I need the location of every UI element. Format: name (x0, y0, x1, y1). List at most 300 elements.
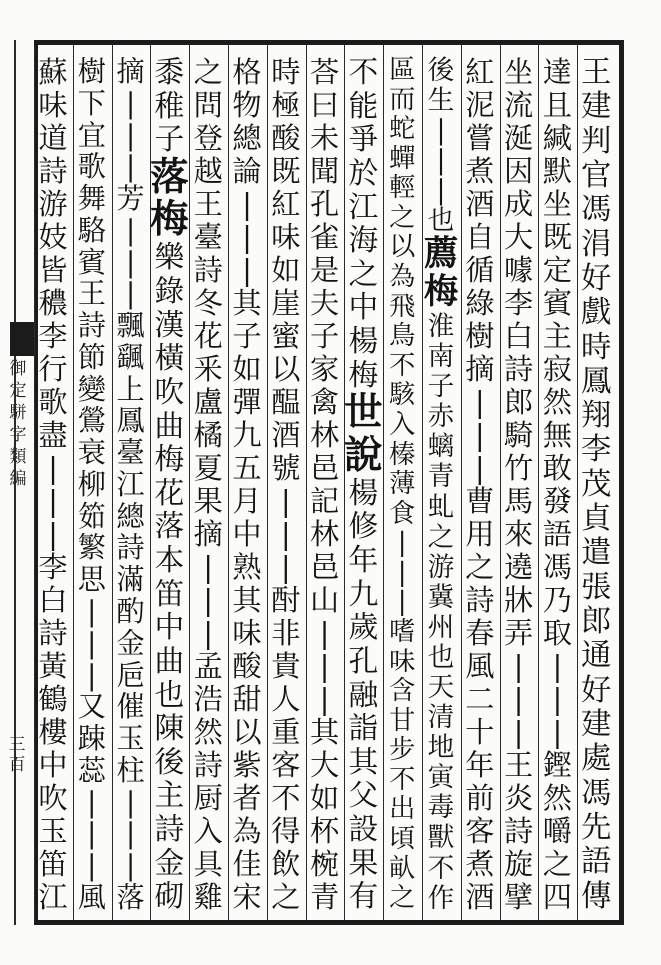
glyph: 年 (465, 748, 495, 782)
glyph: 禽 (309, 385, 340, 419)
glyph: 詩 (38, 616, 68, 650)
glyph: 黍 (154, 55, 185, 90)
glyph: 炎 (503, 781, 534, 815)
glyph: 遶 (503, 550, 534, 584)
glyph: 擘 (503, 880, 534, 914)
glyph: 玉 (116, 722, 145, 756)
glyph: 為 (389, 262, 416, 293)
glyph: 飄 (116, 309, 145, 343)
glyph: 年 (348, 543, 379, 579)
glyph: 踈 (77, 722, 106, 756)
glyph: 酒 (271, 418, 301, 452)
glyph: 酸 (232, 649, 262, 683)
glyph: 循 (465, 253, 495, 287)
glyph: 宋 (232, 880, 262, 914)
glyph: 浩 (193, 682, 223, 716)
glyph: 說 (344, 432, 383, 478)
glyph: 盡 (38, 418, 68, 452)
glyph: 入 (389, 409, 416, 440)
glyph: 笛 (154, 576, 185, 612)
gutter-glyph: 御 (9, 359, 27, 379)
glyph: 前 (465, 781, 495, 815)
glyph: | (242, 187, 252, 221)
glyph: | (87, 785, 97, 819)
glyph: 父 (348, 778, 379, 814)
glyph: 臺 (193, 220, 223, 254)
glyph: 翔 (581, 398, 612, 434)
glyph: 以 (271, 352, 301, 386)
glyph: 生 (427, 85, 455, 117)
glyph: 物 (232, 88, 262, 122)
glyph: 通 (581, 638, 612, 674)
glyph: 馮 (542, 550, 572, 584)
glyph: 十 (465, 715, 495, 749)
glyph: 竹 (503, 451, 534, 485)
glyph: 以 (389, 232, 416, 263)
gutter-glyph: 定 (9, 381, 27, 401)
glyph: 語 (581, 844, 612, 880)
glyph: 時 (271, 55, 301, 89)
glyph: 舞 (77, 182, 106, 216)
glyph: 鳥 (389, 321, 416, 352)
glyph: 煮 (465, 847, 495, 881)
glyph: 用 (465, 517, 495, 551)
glyph: | (125, 785, 136, 819)
glyph: 號 (271, 451, 301, 485)
glyph: 然 (193, 715, 223, 749)
glyph: 詩 (503, 352, 534, 386)
glyph: 柱 (116, 753, 145, 787)
glyph: 花 (154, 475, 185, 511)
glyph: 月 (232, 484, 262, 518)
glyph: 駱 (77, 213, 106, 247)
glyph: 柳 (77, 467, 106, 501)
glyph: 緘 (542, 121, 572, 155)
glyph: 畒 (389, 853, 416, 884)
glyph: 歌 (38, 385, 68, 419)
glyph: 記 (309, 484, 340, 518)
glyph: 客 (271, 748, 301, 782)
glyph: 又 (77, 690, 106, 724)
glyph: 者 (232, 781, 262, 815)
glyph: 泥 (465, 88, 495, 122)
glyph: 大 (503, 220, 534, 254)
glyph: 成 (503, 187, 534, 221)
glyph: 煮 (465, 154, 495, 188)
glyph: 處 (581, 741, 612, 777)
glyph: 樹 (465, 319, 495, 353)
glyph: 四 (542, 880, 572, 914)
glyph: 且 (542, 88, 572, 122)
glyph: 味 (389, 646, 416, 677)
glyph: 因 (503, 154, 534, 188)
glyph: | (552, 715, 563, 749)
glyph: 天 (427, 672, 455, 704)
gutter-title (3, 358, 33, 490)
glyph: 牀 (503, 583, 534, 617)
glyph: 馮 (581, 775, 612, 811)
glyph: 九 (348, 576, 379, 612)
glyph: 落 (150, 154, 189, 200)
glyph: 邑 (309, 550, 340, 584)
glyph: 融 (348, 677, 379, 713)
glyph: 味 (232, 616, 262, 650)
glyph: 赤 (427, 401, 455, 433)
glyph: 如 (271, 253, 301, 287)
glyph: | (203, 583, 214, 617)
glyph: 客 (465, 814, 495, 848)
glyph: 詩 (77, 309, 106, 343)
glyph: 蘇 (38, 55, 68, 89)
glyph: 中 (348, 290, 379, 326)
glyph: 世 (344, 390, 383, 436)
glyph: 嚼 (542, 814, 572, 848)
glyph: 貴 (271, 649, 301, 683)
gutter-glyph: 駢 (9, 403, 27, 423)
glyph: 有 (348, 879, 379, 915)
glyph: 後 (427, 55, 455, 86)
glyph: 然 (542, 385, 572, 419)
glyph: 曲 (154, 408, 185, 444)
glyph: 吹 (38, 781, 68, 815)
glyph: 詣 (348, 711, 379, 747)
glyph: 地 (427, 732, 455, 764)
glyph: 摘 (465, 352, 495, 386)
glyph: 大 (309, 748, 340, 782)
glyph: 能 (348, 88, 379, 124)
glyph: 樂 (154, 240, 185, 276)
glyph: 設 (348, 812, 379, 848)
glyph: 州 (427, 611, 455, 643)
glyph: | (125, 213, 136, 247)
glyph: 也 (154, 677, 185, 713)
glyph: 冀 (427, 581, 455, 613)
glyph: 黃 (38, 649, 68, 683)
glyph: 遣 (581, 535, 612, 571)
glyph: 厨 (193, 781, 223, 815)
glyph: 梅 (348, 357, 379, 393)
glyph: 之 (271, 880, 301, 914)
glyph: 子 (427, 371, 455, 403)
gutter-margin (0, 40, 34, 925)
glyph: 鳳 (116, 404, 145, 438)
glyph: 郎 (503, 385, 534, 419)
glyph: 邑 (309, 451, 340, 485)
glyph: 穠 (38, 286, 68, 320)
glyph: 寅 (427, 762, 455, 794)
glyph: | (87, 849, 97, 883)
glyph: 梅 (154, 442, 185, 478)
glyph: 判 (581, 123, 612, 159)
glyph: 語 (542, 517, 572, 551)
glyph: 果 (348, 845, 379, 881)
glyph: 鏗 (542, 748, 572, 782)
glyph: 駭 (389, 380, 416, 411)
glyph: 青 (309, 880, 340, 914)
glyph: 好 (581, 260, 612, 296)
glyph: 蜜 (271, 319, 301, 353)
glyph: 薦 (423, 234, 459, 275)
glyph: 登 (193, 121, 223, 155)
glyph: 孔 (309, 187, 340, 221)
glyph: 綠 (465, 286, 495, 320)
glyph: 之 (389, 883, 416, 914)
glyph: | (436, 175, 446, 207)
gutter-page-glyph: 三 (8, 735, 26, 755)
glyph: 樓 (38, 715, 68, 749)
glyph: 繁 (77, 531, 106, 565)
glyph: 坐 (542, 187, 572, 221)
glyph: | (125, 817, 136, 851)
glyph: 道 (38, 121, 68, 155)
glyph: 其 (348, 744, 379, 780)
glyph: 五 (232, 451, 262, 485)
glyph: 其 (232, 286, 262, 320)
glyph: 落 (154, 509, 185, 545)
glyph: 自 (465, 220, 495, 254)
glyph: 噱 (503, 253, 534, 287)
glyph: 甘 (389, 705, 416, 736)
glyph: 家 (309, 352, 340, 386)
glyph: 涎 (503, 121, 534, 155)
glyph: 其 (232, 583, 262, 617)
glyph: 曲 (154, 643, 185, 679)
gutter-glyph: 類 (9, 447, 27, 467)
glyph: 旋 (503, 847, 534, 881)
glyph: | (87, 595, 97, 629)
glyph: 詩 (193, 748, 223, 782)
glyph: 彈 (232, 385, 262, 419)
glyph: 輕 (389, 173, 416, 204)
glyph: 颻 (116, 340, 145, 374)
glyph: 來 (503, 517, 534, 551)
glyph: 子 (154, 122, 185, 158)
glyph: 玉 (38, 814, 68, 848)
glyph: | (48, 484, 58, 518)
glyph: 變 (77, 372, 106, 406)
glyph: 騎 (503, 418, 534, 452)
glyph: 孟 (193, 649, 223, 683)
glyph: 蟬 (389, 143, 416, 174)
glyph: 飛 (389, 291, 416, 322)
glyph: | (552, 649, 563, 683)
glyph: 二 (465, 682, 495, 716)
glyph: 是 (309, 253, 340, 287)
glyph: 不 (389, 350, 416, 381)
glyph: 本 (154, 543, 185, 579)
glyph: 味 (271, 220, 301, 254)
glyph: 不 (348, 55, 379, 90)
glyph: 衰 (77, 436, 106, 470)
glyph: 之 (465, 550, 495, 584)
glyph: | (203, 550, 214, 584)
glyph: 戲 (581, 295, 612, 331)
glyph: 春 (465, 616, 495, 650)
glyph: 摘 (116, 55, 145, 88)
gutter-page-number (4, 735, 30, 775)
glyph: 獸 (427, 822, 455, 854)
glyph: | (125, 86, 136, 120)
glyph: 之 (427, 521, 455, 553)
glyph: 淮 (427, 311, 455, 343)
glyph: 歲 (348, 610, 379, 646)
glyph: | (48, 451, 58, 485)
glyph: 既 (271, 154, 301, 188)
glyph: 發 (542, 484, 572, 518)
glyph: 熟 (232, 550, 262, 584)
glyph: 紅 (271, 187, 301, 221)
glyph: 作 (427, 882, 455, 914)
glyph: 梅 (423, 272, 459, 313)
glyph: 茂 (581, 466, 612, 502)
glyph: 也 (427, 205, 455, 237)
glyph: 橫 (154, 341, 185, 377)
glyph: 虬 (427, 491, 455, 523)
glyph: 聞 (309, 154, 340, 188)
glyph: 李 (38, 550, 68, 584)
glyph: | (319, 649, 330, 683)
glyph: 釆 (193, 352, 223, 386)
glyph: 李 (38, 319, 68, 353)
glyph: 後 (154, 744, 185, 780)
glyph: 王 (193, 187, 223, 221)
glyph: 紫 (232, 748, 262, 782)
glyph: 論 (232, 154, 262, 188)
frame-top-border (34, 40, 624, 45)
glyph: 敢 (542, 451, 572, 485)
glyph: 之 (542, 847, 572, 881)
glyph: 滿 (116, 563, 145, 597)
glyph: 花 (193, 319, 223, 353)
glyph: 默 (542, 154, 572, 188)
glyph: 薄 (389, 469, 416, 500)
glyph: 取 (542, 616, 572, 650)
glyph: 總 (116, 499, 145, 533)
glyph: 思 (77, 563, 106, 597)
glyph: 妓 (38, 220, 68, 254)
glyph: 清 (427, 702, 455, 734)
glyph: 流 (503, 88, 534, 122)
glyph: 極 (271, 88, 301, 122)
glyph: 中 (38, 748, 68, 782)
glyph: 椀 (309, 847, 340, 881)
glyph: 陳 (154, 711, 185, 747)
glyph: 夫 (309, 286, 340, 320)
glyph: 越 (193, 154, 223, 188)
glyph: 張 (581, 569, 612, 605)
glyph: 嘗 (465, 121, 495, 155)
glyph: 先 (581, 809, 612, 845)
glyph: 江 (348, 189, 379, 225)
glyph: 飲 (271, 847, 301, 881)
glyph: 人 (271, 682, 301, 716)
glyph: 不 (271, 781, 301, 815)
glyph: 未 (309, 121, 340, 155)
glyph: 食 (389, 498, 416, 529)
glyph: 建 (581, 89, 612, 125)
glyph: 鳳 (581, 363, 612, 399)
glyph: 既 (542, 220, 572, 254)
glyph: | (319, 682, 330, 716)
glyph: 雞 (193, 880, 223, 914)
glyph: 金 (116, 626, 145, 660)
gutter-glyph: 字 (9, 425, 27, 445)
glyph: 然 (542, 781, 572, 815)
gutter-page-glyph: 百 (8, 755, 26, 775)
glyph: 紅 (465, 55, 495, 89)
glyph: 也 (427, 641, 455, 673)
glyph: 如 (309, 781, 340, 815)
glyph: 詩 (116, 531, 145, 565)
glyph: 為 (232, 814, 262, 848)
glyph: 宜 (77, 118, 106, 152)
glyph: 而 (389, 84, 416, 115)
glyph: 以 (232, 715, 262, 749)
glyph: | (87, 658, 97, 692)
glyph: 爭 (348, 122, 379, 158)
glyph: 王 (77, 277, 106, 311)
glyph: 吹 (154, 374, 185, 410)
glyph: 官 (581, 157, 612, 193)
glyph: 味 (38, 88, 68, 122)
glyph: 含 (389, 676, 416, 707)
glyph: 梅 (150, 197, 189, 243)
glyph: 具 (193, 847, 223, 881)
glyph: 得 (271, 814, 301, 848)
glyph: | (397, 587, 407, 618)
glyph: 主 (154, 778, 185, 814)
glyph: 如 (232, 352, 262, 386)
glyph: | (513, 682, 524, 716)
glyph: 林 (309, 517, 340, 551)
glyph: | (242, 253, 252, 287)
glyph: | (242, 220, 252, 254)
glyph: 下 (77, 86, 106, 120)
glyph: 於 (348, 155, 379, 191)
glyph: 游 (427, 551, 455, 583)
glyph: 榛 (389, 439, 416, 470)
glyph: 酒 (465, 880, 495, 914)
glyph: 詩 (193, 253, 223, 287)
glyph: 王 (581, 55, 612, 90)
glyph: | (125, 118, 136, 152)
glyph: 貞 (581, 501, 612, 537)
glyph: | (436, 145, 446, 177)
glyph: 酎 (271, 583, 301, 617)
glyph: 之 (348, 256, 379, 292)
glyph: 馬 (503, 484, 534, 518)
glyph: 賓 (77, 245, 106, 279)
glyph: 不 (427, 852, 455, 884)
glyph: 蛇 (389, 114, 416, 145)
glyph: 皆 (38, 253, 68, 287)
glyph: | (125, 150, 136, 184)
glyph: 弄 (503, 616, 534, 650)
glyph: 曰 (309, 88, 340, 122)
glyph: | (125, 277, 136, 311)
glyph: 毒 (427, 792, 455, 824)
glyph: 詩 (38, 154, 68, 188)
glyph: 頃 (389, 824, 416, 855)
glyph: 楊 (348, 324, 379, 359)
glyph: 涓 (581, 226, 612, 262)
glyph: 曹 (465, 484, 495, 518)
glyph: 上 (116, 372, 145, 406)
glyph: 青 (427, 461, 455, 493)
glyph: 林 (309, 418, 340, 452)
glyph: 節 (77, 340, 106, 374)
glyph: 甜 (232, 682, 262, 716)
